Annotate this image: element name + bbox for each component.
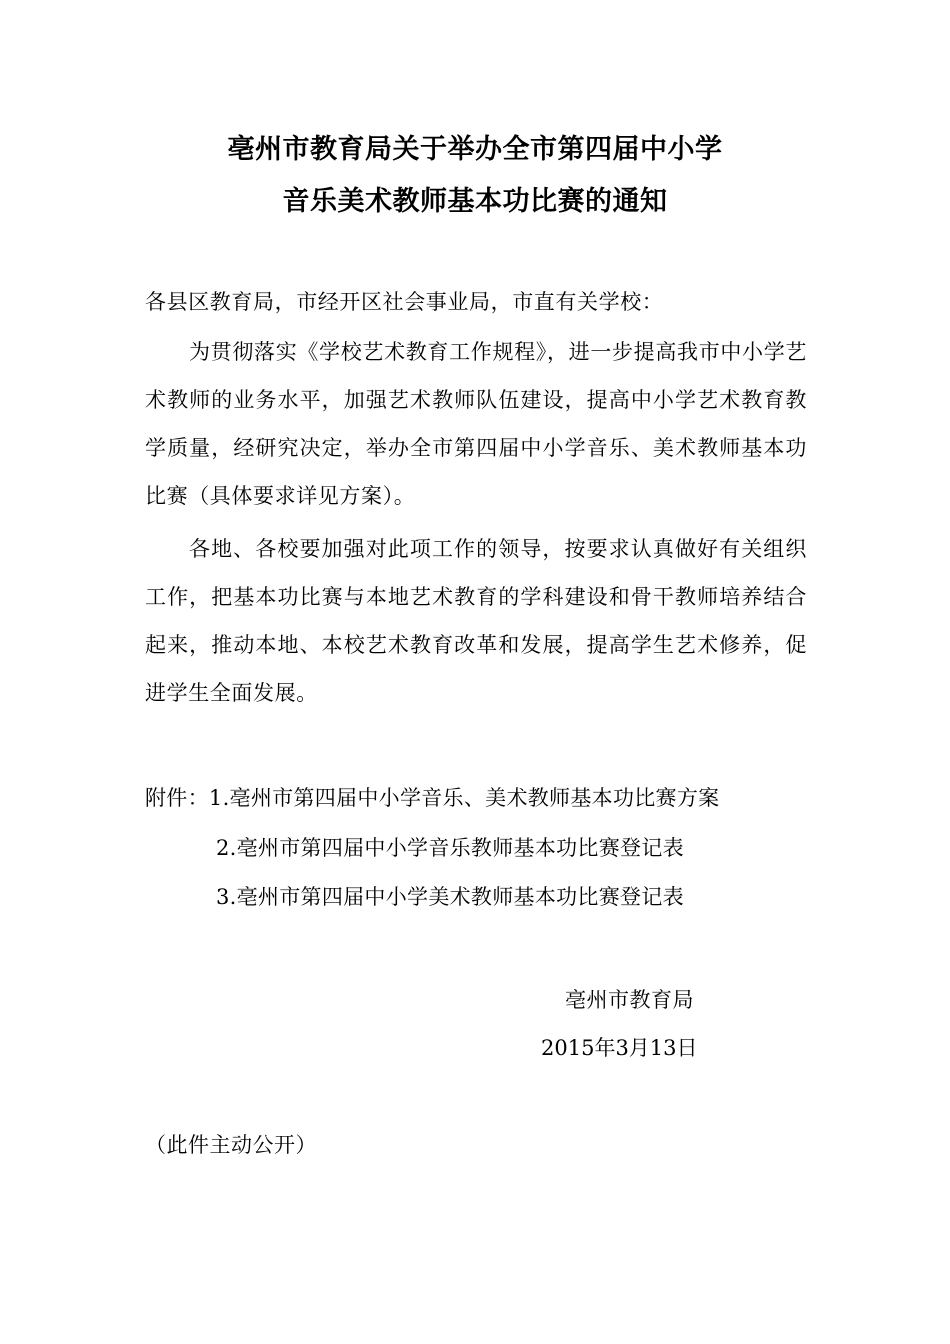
document-title-line-2: 音乐美术教师基本功比赛的通知: [282, 186, 668, 217]
attachment-item: 3.亳州市第四届中小学美术教师基本功比赛登记表: [216, 885, 684, 909]
public-disclosure-note: （此件主动公开）: [145, 1133, 317, 1157]
attachment-item: 2.亳州市第四届中小学音乐教师基本功比赛登记表: [216, 836, 684, 860]
attachment-item: 1.亳州市第四届中小学音乐、美术教师基本功比赛方案: [208, 786, 720, 810]
paragraph-1: 为贯彻落实《学校艺术教育工作规程》，进一步提高我市中小学艺术教师的业务水平，加强艺术教师队伍建设，提高中小学艺术教育教学质量，经研究决定，举办全市第四届中小学音乐、美术教师基本功比赛（具体要求详见方案）。: [145, 340, 807, 508]
signature-organization: 亳州市教育局: [565, 988, 694, 1012]
signature-date: 2015年3月13日: [541, 1036, 698, 1060]
attachment-row-1: [145, 774, 719, 822]
attachments-label: 附件：: [145, 786, 209, 810]
document-title-line-1: 亳州市教育局关于举办全市第四届中小学: [227, 134, 723, 165]
paragraph-2: 各地、各校要加强对此项工作的领导，按要求认真做好有关组织工作，把基本功比赛与本地艺术教育的学科建设和骨干教师培养结合起来，推动本地、本校艺术教育改革和发展，提高学生艺术修养，促进学生全面发展。: [145, 537, 807, 705]
salutation: 各县区教育局，市经开区社会事业局，市直有关学校：: [145, 290, 664, 314]
